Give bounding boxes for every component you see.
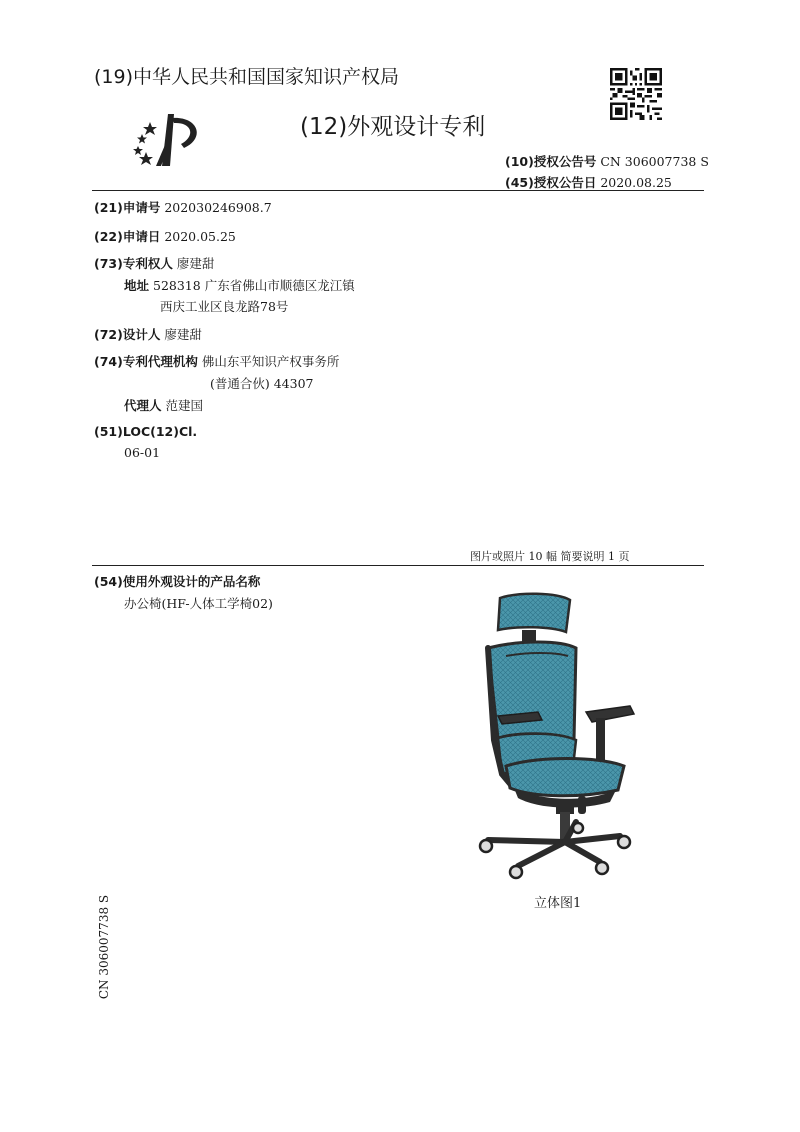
- application-date-value: 2020.05.25: [164, 229, 236, 244]
- section-divider: [92, 565, 704, 566]
- address-line2: 西庆工业区良龙路78号: [160, 299, 289, 314]
- figure-count: 图片或照片 10 幅 简要说明 1 页: [470, 550, 630, 563]
- designer: [94, 325, 202, 343]
- application-date: [94, 227, 236, 245]
- patentee: [94, 254, 214, 272]
- qr-code-icon: [610, 68, 662, 120]
- product-name-value: 办公椅(HF-人体工学椅02): [124, 596, 273, 611]
- patentee-value: 廖建甜: [176, 256, 215, 271]
- publication-number: [505, 152, 709, 170]
- publication-date-label: (45)授权公告日: [505, 175, 597, 190]
- side-patent-number: CN 306007738 S: [97, 894, 112, 1000]
- patentee-label: (73)专利权人: [94, 256, 173, 271]
- agency-line2: (普通合伙) 44307: [210, 376, 314, 391]
- application-date-label: (22)申请日: [94, 229, 161, 244]
- figure-caption: 立体图1: [534, 896, 582, 911]
- address-line1: 528318 广东省佛山市顺德区龙江镇: [153, 278, 355, 293]
- publication-number-label: (10)授权公告号: [505, 154, 597, 169]
- office-chair-image: [458, 590, 648, 882]
- agent-label: 代理人: [124, 398, 162, 413]
- header-divider: [92, 190, 704, 191]
- agent-value: 范建国: [165, 398, 204, 413]
- document-type: (12)外观设计专利: [300, 114, 486, 140]
- agency: [94, 352, 339, 370]
- loc-classification: [94, 424, 197, 439]
- agency-line1: 佛山东平知识产权事务所: [201, 354, 340, 369]
- application-number-label: (21)申请号: [94, 200, 161, 215]
- publication-date: [505, 173, 672, 191]
- designer-label: (72)设计人: [94, 327, 161, 342]
- office-name: (19)中华人民共和国国家知识产权局: [94, 66, 400, 88]
- product-name: [94, 572, 260, 590]
- designer-value: 廖建甜: [164, 327, 202, 342]
- application-number-value: 202030246908.7: [164, 200, 272, 215]
- publication-number-value: CN 306007738 S: [600, 154, 709, 169]
- agency-label: (74)专利代理机构: [94, 354, 198, 369]
- agent: [124, 396, 203, 414]
- address-label: 地址: [124, 278, 150, 293]
- publication-date-value: 2020.08.25: [600, 175, 672, 190]
- cnipa-logo-icon: [128, 108, 208, 170]
- address: [124, 276, 355, 294]
- loc-value: 06-01: [124, 445, 161, 460]
- loc-label: (51)LOC(12)Cl.: [94, 424, 198, 439]
- application-number: [94, 198, 272, 216]
- product-name-label: (54)使用外观设计的产品名称: [94, 574, 261, 589]
